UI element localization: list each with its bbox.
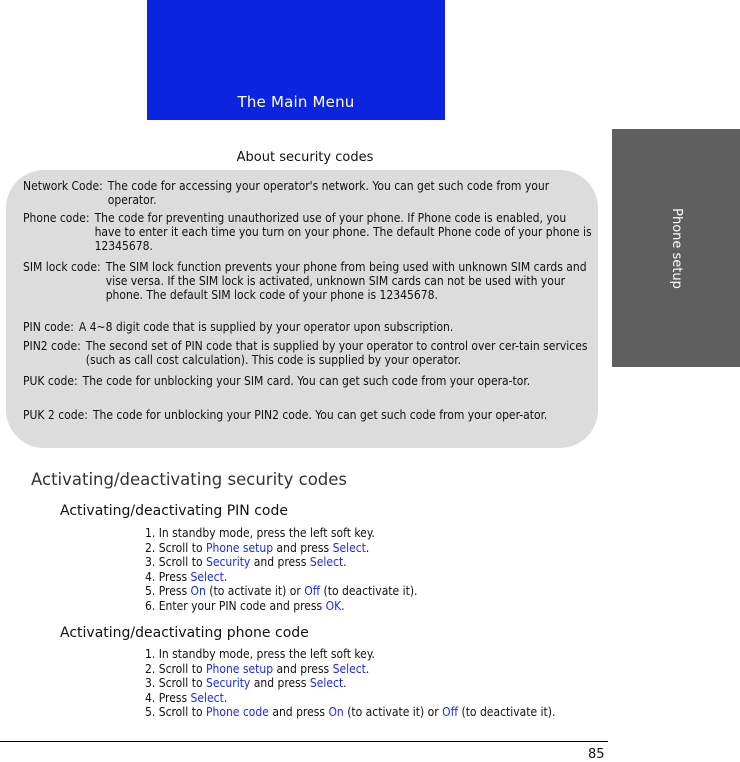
code-entry-puk [23, 375, 593, 389]
step-item: 1. In standby mode, press the left soft key. [145, 647, 375, 661]
code-description: The code for preventing unauthorized use of your phone. If Phone code is enabled, you have to enter it each time you turn on your phone. The default Phone code of your phone is 12345678. [94, 211, 592, 253]
about-security-codes-title: About security codes [236, 150, 374, 165]
step-item: 3. Scroll to Security and press Select. [145, 676, 347, 691]
phone-code-steps [145, 647, 555, 720]
code-entry-sim-lock [23, 261, 593, 302]
chapter-side-tab [612, 129, 740, 367]
screen-title: The Main Menu [237, 93, 355, 111]
code-term: PUK 2 code: [23, 408, 88, 422]
code-description: The code for unblocking your PIN2 code. You can get such code from your oper-ator. [92, 408, 548, 422]
main-menu-screen [147, 0, 445, 120]
step-item: 5. Press On (to activate it) or Off (to deactivate it). [145, 584, 418, 599]
step-item: 1. In standby mode, press the left soft key. [145, 526, 375, 540]
code-description: The code for unblocking your SIM card. You can get such code from your opera-tor. [82, 374, 531, 388]
code-term: Phone code: [23, 211, 90, 225]
code-description: The SIM lock function prevents your phone from being used with unknown SIM cards and vise versa. If the SIM lock is activated, unknown SIM cards can not be used with your phone. The default SIM lock code of your phone is 12345678. [105, 260, 587, 302]
code-description: The second set of PIN code that is supplied by your operator to control over cer-tain services (such as call cost calculation). This code is supplied by your operator. [85, 339, 588, 367]
step-item: 3. Scroll to Security and press Select. [145, 555, 347, 570]
step-item: 5. Scroll to Phone code and press On (to activate it) or Off (to deactivate it). [145, 705, 556, 720]
code-description: The code for accessing your operator's network. You can get such code from your operator. [107, 179, 550, 207]
footer-divider [0, 741, 608, 742]
code-entry-pin [23, 321, 593, 335]
step-item: 2. Scroll to Phone setup and press Select. [145, 540, 370, 555]
code-term: PIN code: [23, 320, 74, 334]
code-term: Network Code: [23, 179, 103, 193]
page-number: 85 [588, 747, 605, 762]
code-description: A 4~8 digit code that is supplied by your operator upon subscription. [78, 320, 454, 334]
code-term: PIN2 code: [23, 339, 81, 353]
code-entry-phone [23, 212, 593, 253]
step-item: 4. Press Select. [145, 569, 228, 584]
code-term: PUK code: [23, 374, 78, 388]
step-item: 4. Press Select. [145, 690, 228, 705]
side-tab-label: Phone setup [668, 207, 684, 289]
pin-code-steps [145, 526, 417, 614]
code-entry-network [23, 180, 593, 208]
code-entry-puk2 [23, 409, 593, 423]
step-item: 6. Enter your PIN code and press OK. [145, 598, 345, 613]
pin-code-subtitle: Activating/deactivating PIN code [60, 503, 288, 519]
code-term: SIM lock code: [23, 260, 101, 274]
phone-code-subtitle: Activating/deactivating phone code [60, 625, 309, 641]
code-entry-pin2 [23, 340, 593, 368]
step-item: 2. Scroll to Phone setup and press Select. [145, 661, 370, 676]
section-title: Activating/deactivating security codes [31, 470, 348, 489]
